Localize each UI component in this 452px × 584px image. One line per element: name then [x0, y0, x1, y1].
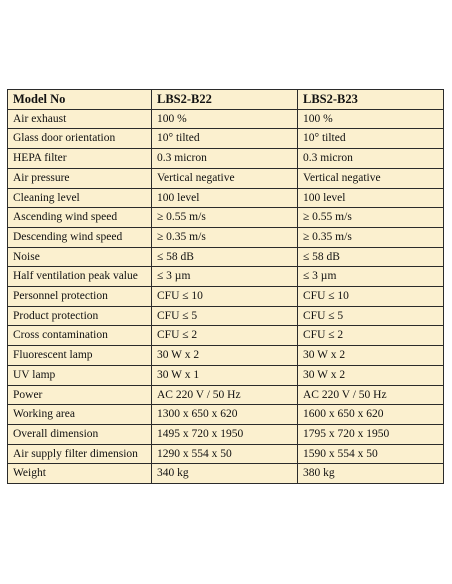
spec-value-cell: 1600 x 650 x 620	[298, 405, 444, 425]
spec-value-cell: ≥ 0.35 m/s	[152, 227, 298, 247]
header-model-1: LBS2-B22	[152, 90, 298, 110]
table-row	[8, 227, 444, 247]
spec-label-cell: Air pressure	[8, 168, 152, 188]
spec-label-cell: Noise	[8, 247, 152, 267]
spec-value-cell: ≤ 3 µm	[298, 267, 444, 287]
table-row	[8, 267, 444, 287]
spec-label-cell: Cleaning level	[8, 188, 152, 208]
table-row	[8, 188, 444, 208]
spec-label-cell: Glass door orientation	[8, 129, 152, 149]
spec-value-cell: 100 %	[298, 109, 444, 129]
spec-value-cell: Vertical negative	[152, 168, 298, 188]
spec-value-cell: 100 level	[298, 188, 444, 208]
spec-value-cell: ≥ 0.55 m/s	[298, 208, 444, 228]
spec-value-cell: 30 W x 2	[152, 346, 298, 366]
spec-value-cell: ≤ 58 dB	[152, 247, 298, 267]
spec-value-cell: CFU ≤ 10	[152, 287, 298, 307]
spec-label-cell: Descending wind speed	[8, 227, 152, 247]
table-row	[8, 424, 444, 444]
spec-value-cell: 1290 x 554 x 50	[152, 444, 298, 464]
spec-value-cell: 30 W x 1	[152, 365, 298, 385]
table-row	[8, 287, 444, 307]
table-row	[8, 346, 444, 366]
header-model-2: LBS2-B23	[298, 90, 444, 110]
spec-value-cell: 1795 x 720 x 1950	[298, 424, 444, 444]
spec-value-cell: 340 kg	[152, 464, 298, 484]
spec-label-cell: Personnel protection	[8, 287, 152, 307]
header-model-no: Model No	[8, 90, 152, 110]
table-row	[8, 129, 444, 149]
table-header-row	[8, 90, 444, 110]
spec-value-cell: 10° tilted	[298, 129, 444, 149]
spec-label-cell: Overall dimension	[8, 424, 152, 444]
spec-label-cell: Air exhaust	[8, 109, 152, 129]
spec-label-cell: Air supply filter dimension	[8, 444, 152, 464]
table-row	[8, 247, 444, 267]
spec-value-cell: CFU ≤ 5	[152, 306, 298, 326]
spec-value-cell: 100 level	[152, 188, 298, 208]
table-row	[8, 109, 444, 129]
table-row	[8, 365, 444, 385]
spec-label-cell: Power	[8, 385, 152, 405]
spec-label-cell: Ascending wind speed	[8, 208, 152, 228]
spec-label-cell: Fluorescent lamp	[8, 346, 152, 366]
spec-value-cell: ≥ 0.35 m/s	[298, 227, 444, 247]
table-row	[8, 326, 444, 346]
spec-value-cell: 1590 x 554 x 50	[298, 444, 444, 464]
table-row	[8, 444, 444, 464]
spec-value-cell: 100 %	[152, 109, 298, 129]
spec-value-cell: 380 kg	[298, 464, 444, 484]
table-row	[8, 208, 444, 228]
spec-label-cell: Weight	[8, 464, 152, 484]
table-row	[8, 405, 444, 425]
spec-value-cell: Vertical negative	[298, 168, 444, 188]
spec-label-cell: UV lamp	[8, 365, 152, 385]
table-row	[8, 385, 444, 405]
spec-value-cell: AC 220 V / 50 Hz	[152, 385, 298, 405]
spec-value-cell: 1495 x 720 x 1950	[152, 424, 298, 444]
spec-value-cell: 0.3 micron	[152, 149, 298, 169]
table-row	[8, 168, 444, 188]
table-row	[8, 149, 444, 169]
spec-label-cell: Half ventilation peak value	[8, 267, 152, 287]
spec-table	[7, 89, 444, 484]
spec-label-cell: Working area	[8, 405, 152, 425]
spec-value-cell: CFU ≤ 2	[152, 326, 298, 346]
spec-value-cell: ≤ 3 µm	[152, 267, 298, 287]
spec-value-cell: 30 W x 2	[298, 346, 444, 366]
table-row	[8, 306, 444, 326]
table-row	[8, 464, 444, 484]
spec-label-cell: Product protection	[8, 306, 152, 326]
spec-value-cell: 1300 x 650 x 620	[152, 405, 298, 425]
spec-value-cell: ≥ 0.55 m/s	[152, 208, 298, 228]
spec-label-cell: Cross contamination	[8, 326, 152, 346]
spec-table-body	[8, 90, 444, 484]
spec-value-cell: CFU ≤ 2	[298, 326, 444, 346]
spec-value-cell: CFU ≤ 10	[298, 287, 444, 307]
spec-value-cell: 30 W x 2	[298, 365, 444, 385]
spec-value-cell: AC 220 V / 50 Hz	[298, 385, 444, 405]
spec-value-cell: 0.3 micron	[298, 149, 444, 169]
spec-value-cell: 10° tilted	[152, 129, 298, 149]
spec-value-cell: CFU ≤ 5	[298, 306, 444, 326]
spec-value-cell: ≤ 58 dB	[298, 247, 444, 267]
spec-label-cell: HEPA filter	[8, 149, 152, 169]
